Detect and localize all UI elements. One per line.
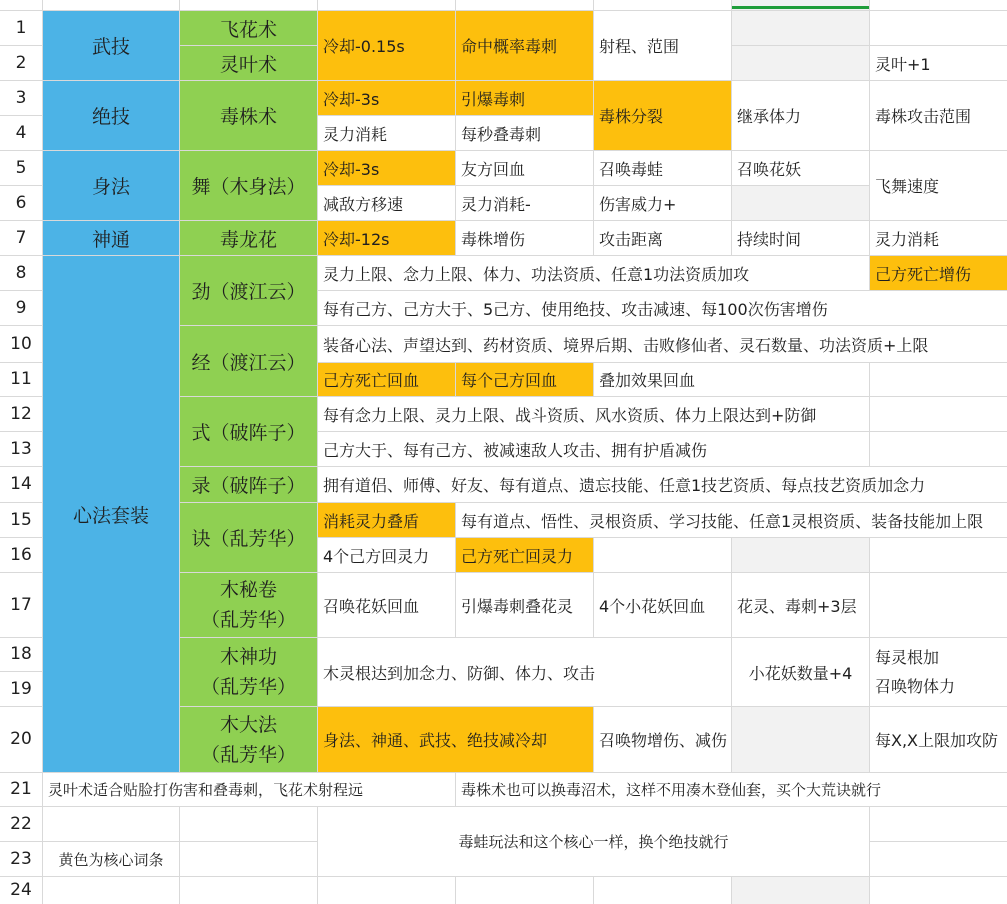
skill-mushengong-line2: （乱芳华） [200,676,296,698]
skill-wu[interactable]: 舞（木身法） [180,151,317,220]
skill-mumijuan-line2: （乱芳华） [200,609,296,631]
cell-r21-d[interactable]: 毒株术也可以换毒沼术，这样不用凑木登仙套，买个大荒诀就行 [456,773,1007,806]
row-number[interactable]: 2 [15,52,27,73]
cell-r4-d[interactable]: 每秒叠毒刺 [456,116,593,150]
cell-r5-g[interactable]: 飞舞速度 [870,151,1007,220]
cell-r3-f[interactable]: 继承体力 [732,81,869,150]
skill-jing[interactable]: 经（渡江云） [180,326,317,396]
row-number[interactable]: 5 [15,157,27,178]
cell-r20-c[interactable]: 身法、神通、武技、绝技减冷却 [318,707,593,772]
cell-r7-g[interactable]: 灵力消耗 [870,221,1007,255]
row-number[interactable]: 8 [15,262,27,283]
cell-r1-c[interactable]: 冷却-0.15s [318,11,455,80]
cell-r2-g[interactable]: 灵叶+1 [870,46,1007,80]
skill-lingye[interactable]: 灵叶术 [180,46,317,80]
row-number[interactable]: 20 [10,729,32,749]
cell-r3-g[interactable]: 毒株攻击范围 [870,81,1007,150]
cell-r3-c[interactable]: 冷却-3s [318,81,455,115]
cell-r20-g[interactable]: 每X,X上限加攻防 [870,707,1007,772]
row-number[interactable]: 10 [10,333,32,354]
skill-mumijuan[interactable] [180,573,317,637]
row-number[interactable]: 24 [10,880,32,900]
cell-r5-e[interactable]: 召唤毒蛙 [594,151,731,185]
cell-r17-d[interactable]: 引爆毒刺叠花灵 [456,573,593,637]
cell-r6-c[interactable]: 减敌方移速 [318,186,455,220]
skill-duzhu[interactable]: 毒株术 [180,81,317,150]
skill-shi[interactable]: 式（破阵子） [180,397,317,466]
cell-r18-c[interactable]: 木灵根达到加念力、防御、体力、攻击 [318,638,731,706]
cell-r8-c[interactable]: 灵力上限、念力上限、体力、功法资质、任意1功法资质加攻 [318,256,869,290]
skill-jue[interactable]: 诀（乱芳华） [180,503,317,572]
cell-r10-c[interactable]: 装备心法、声望达到、药材资质、境界后期、击败修仙者、灵石数量、功法资质+上限 [318,326,1007,362]
cell-r16-d[interactable]: 己方死亡回灵力 [456,538,593,572]
cell-r18-g-line1: 每灵根加 [875,648,940,667]
cell-r3-e[interactable]: 毒株分裂 [594,81,731,150]
row-number[interactable]: 14 [10,474,32,494]
cell-r17-c[interactable]: 召唤花妖回血 [318,573,455,637]
cell-r14-c[interactable]: 拥有道侣、师傅、好友、每有道点、遗忘技能、任意1技艺资质、每点技艺资质加念力 [318,467,1007,502]
row-number[interactable]: 16 [10,544,32,565]
row-number[interactable]: 4 [15,122,27,143]
cell-r21-a[interactable]: 灵叶术适合贴脸打伤害和叠毒刺，飞花术射程远 [43,773,455,806]
skill-lu[interactable]: 录（破阵子） [180,467,317,502]
cell-r17-e[interactable]: 4个小花妖回血 [594,573,731,637]
cell-r5-f[interactable]: 召唤花妖 [732,151,869,185]
category-xinfa[interactable]: 心法套装 [43,256,179,772]
cell-r7-c[interactable]: 冷却-12s [318,221,455,255]
category-wuji[interactable]: 武技 [43,11,179,80]
cell-r11-d[interactable]: 每个己方回血 [456,363,593,396]
row-number[interactable]: 19 [10,678,32,699]
cell-r6-d[interactable]: 灵力消耗- [456,186,593,220]
category-shentong[interactable]: 神通 [43,221,179,255]
cell-r23-a[interactable]: 黄色为核心词条 [43,842,179,876]
row-number[interactable]: 11 [10,369,32,389]
cell-r7-f[interactable]: 持续时间 [732,221,869,255]
skill-dulong[interactable]: 毒龙花 [180,221,317,255]
row-number[interactable]: 21 [10,779,32,799]
row-number[interactable]: 15 [10,509,32,530]
cell-r9-c[interactable]: 每有己方、己方大于、5己方、使用绝技、攻击减速、每100次伤害增伤 [318,291,1007,325]
cell-r5-c[interactable]: 冷却-3s [318,151,455,185]
cell-r18-f[interactable]: 小花妖数量+4 [732,638,869,706]
row-number[interactable]: 1 [15,17,27,38]
cell-r16-c[interactable]: 4个己方回灵力 [318,538,455,572]
cell-r8-g[interactable]: 己方死亡增伤 [870,256,1007,290]
cell-r22-c[interactable]: 毒蛙玩法和这个核心一样，换个绝技就行 [318,807,869,876]
row-number[interactable]: 3 [15,87,27,108]
cell-r11-c[interactable]: 己方死亡回血 [318,363,455,396]
row-number[interactable]: 12 [10,403,32,424]
skill-mushengong-line1: 木神功 [219,646,277,668]
row-number[interactable]: 18 [10,644,32,664]
row-number[interactable]: 6 [15,192,27,213]
row-number[interactable]: 23 [10,848,32,869]
category-shenfa[interactable]: 身法 [43,151,179,220]
skill-mushengong[interactable] [180,638,317,706]
cell-r20-e[interactable]: 召唤物增伤、减伤 [594,707,731,772]
cell-r3-d[interactable]: 引爆毒刺 [456,81,593,115]
cell-r15-c[interactable]: 消耗灵力叠盾 [318,503,455,537]
skill-jin[interactable]: 劲（渡江云） [180,256,317,325]
row-number[interactable]: 17 [10,594,32,615]
row-number[interactable]: 9 [15,297,27,318]
cell-r18-g[interactable] [870,638,1007,706]
cell-r15-d[interactable]: 每有道点、悟性、灵根资质、学习技能、任意1灵根资质、装备技能加上限 [456,503,1007,537]
cell-r17-f[interactable]: 花灵、毒刺+3层 [732,573,869,637]
skill-mudafa-line1: 木大法 [219,713,277,736]
cell-r7-d[interactable]: 毒株增伤 [456,221,593,255]
skill-mudafa[interactable] [180,707,317,772]
category-jueji[interactable]: 绝技 [43,81,179,150]
cell-r6-e[interactable]: 伤害威力+ [594,186,731,220]
cell-r11-e[interactable]: 叠加效果回血 [594,363,869,396]
cell-r13-c[interactable]: 己方大于、每有己方、被减速敌人攻击、拥有护盾减伤 [318,432,869,466]
row-number[interactable]: 13 [10,438,32,459]
cell-r1-d[interactable]: 命中概率毒刺 [456,11,593,80]
skill-mumijuan-line1: 木秘卷 [219,579,277,601]
column-f-selection-bar [731,6,869,9]
skill-feihua[interactable]: 飞花术 [180,11,317,45]
skill-mudafa-line2: （乱芳华） [200,743,296,766]
cell-r7-e[interactable]: 攻击距离 [594,221,731,255]
cell-r5-d[interactable]: 友方回血 [456,151,593,185]
row-number[interactable]: 7 [15,227,27,248]
cell-r12-c[interactable]: 每有念力上限、灵力上限、战斗资质、风水资质、体力上限达到+防御 [318,397,869,431]
cell-r4-c[interactable]: 灵力消耗 [318,116,455,150]
cell-r18-g-line2: 召唤物体力 [875,677,956,696]
cell-r1-e[interactable]: 射程、范围 [594,11,731,80]
row-number[interactable]: 22 [10,813,32,834]
